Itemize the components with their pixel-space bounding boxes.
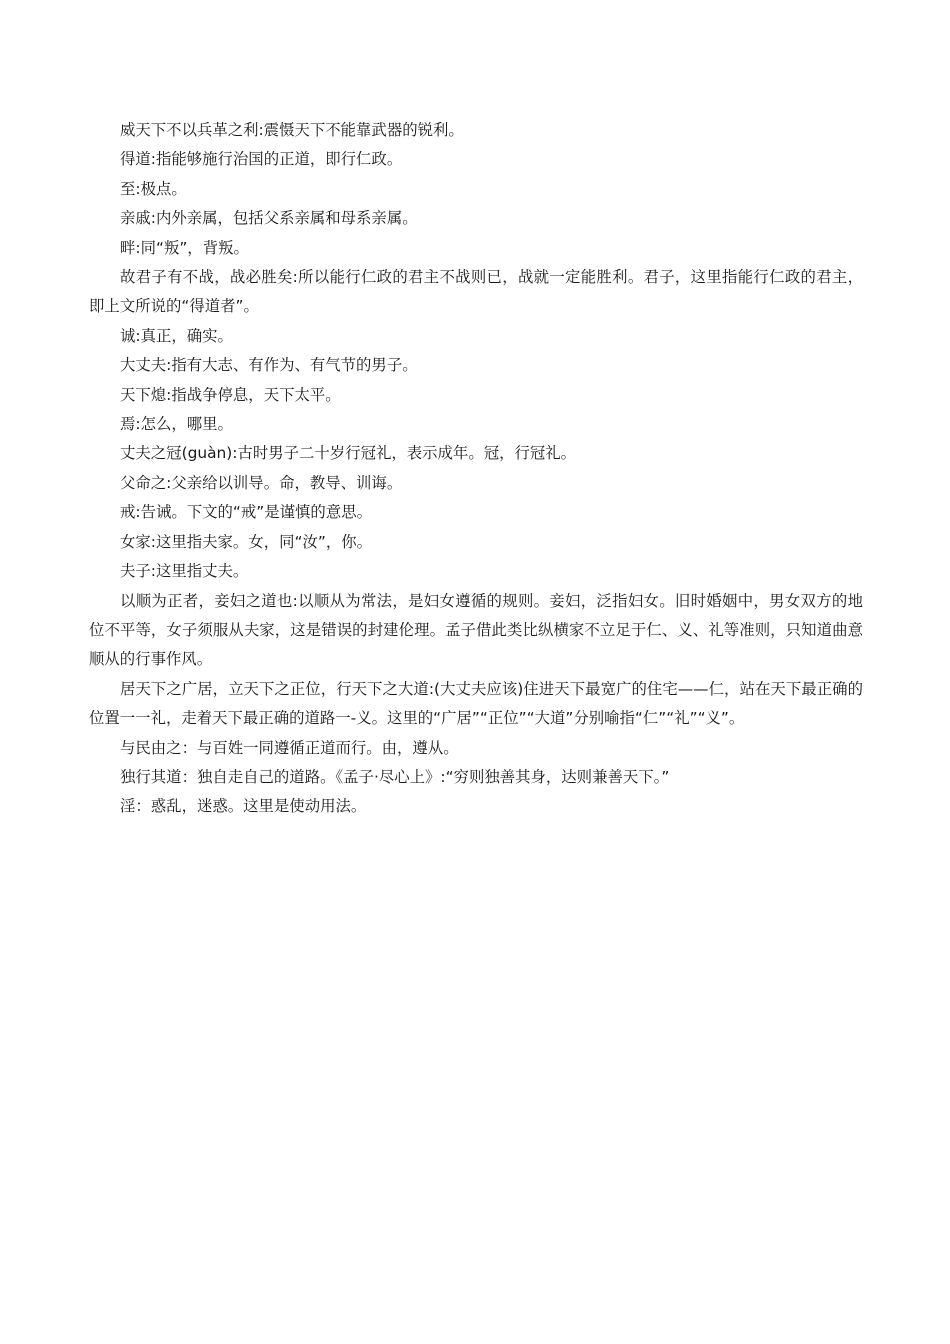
note-paragraph: 与民由之：与百姓一同遵循正道而行。由，遵从。 — [120, 738, 459, 757]
note-paragraph: 夫子:这里指丈夫。 — [120, 562, 249, 581]
note-paragraph: 淫：惑乱，迷惑。这里是使动用法。 — [120, 797, 367, 816]
note-paragraph: 威天下不以兵革之利:震慑天下不能靠武器的锐利。 — [120, 121, 464, 139]
note-paragraph: 畔:同“叛”，背叛。 — [120, 238, 249, 257]
note-paragraph: 以顺为正者，妾妇之道也:以顺从为常法，是妇女遵循的规则。妾妇，泛指妇女。旧时婚姻中，男女双方的地位不平等，女子须服从夫家，这是错误的封建伦理。孟子借此类比纵横家不立足于仁、义、礼等准则，只知道曲意顺从的行事作风。 — [89, 591, 863, 669]
note-paragraph: 至:极点。 — [120, 179, 187, 198]
note-paragraph: 亲戚:内外亲属，包括父系亲属和母系亲属。 — [120, 209, 418, 228]
note-paragraph: 诚:真正，确实。 — [120, 326, 233, 345]
note-paragraph: 父命之:父亲给以训导。命，教导、训诲。 — [120, 473, 403, 492]
document-body — [89, 116, 863, 822]
note-paragraph: 焉:怎么，哪里。 — [120, 415, 233, 434]
note-paragraph: 居天下之广居，立天下之正位，行天下之大道:(大丈夫应该)住进天下最宽广的住宅——仁，站在天下最正确的位置一一礼，走着天下最正确的道路一-义。这里的“广居”“正位”“大道”分别喻指“仁”“礼”“义”。 — [89, 679, 863, 728]
note-paragraph: 大丈夫:指有大志、有作为、有气节的男子。 — [120, 356, 418, 375]
note-paragraph: 独行其道：独自走自己的道路。《孟子·尽心上》:“穷则独善其身，达则兼善天下。” — [120, 767, 670, 786]
note-paragraph: 故君子有不战，战必胜矣:所以能行仁政的君主不战则已，战就一定能胜利。君子，这里指能行仁政的君主，即上文所说的“得道者”。 — [89, 268, 863, 316]
note-paragraph: 天下熄:指战争停息，天下太平。 — [120, 385, 341, 404]
note-paragraph: 得道:指能够施行治国的正道，即行仁政。 — [120, 150, 403, 169]
note-paragraph: 戒:告诫。下文的“戒”是谨慎的意思。 — [120, 503, 372, 522]
note-paragraph: 女家:这里指夫家。女，同“汝”，你。 — [120, 532, 372, 551]
note-paragraph: 丈夫之冠(guàn):古时男子二十岁行冠礼，表示成年。冠，行冠礼。 — [120, 444, 577, 463]
